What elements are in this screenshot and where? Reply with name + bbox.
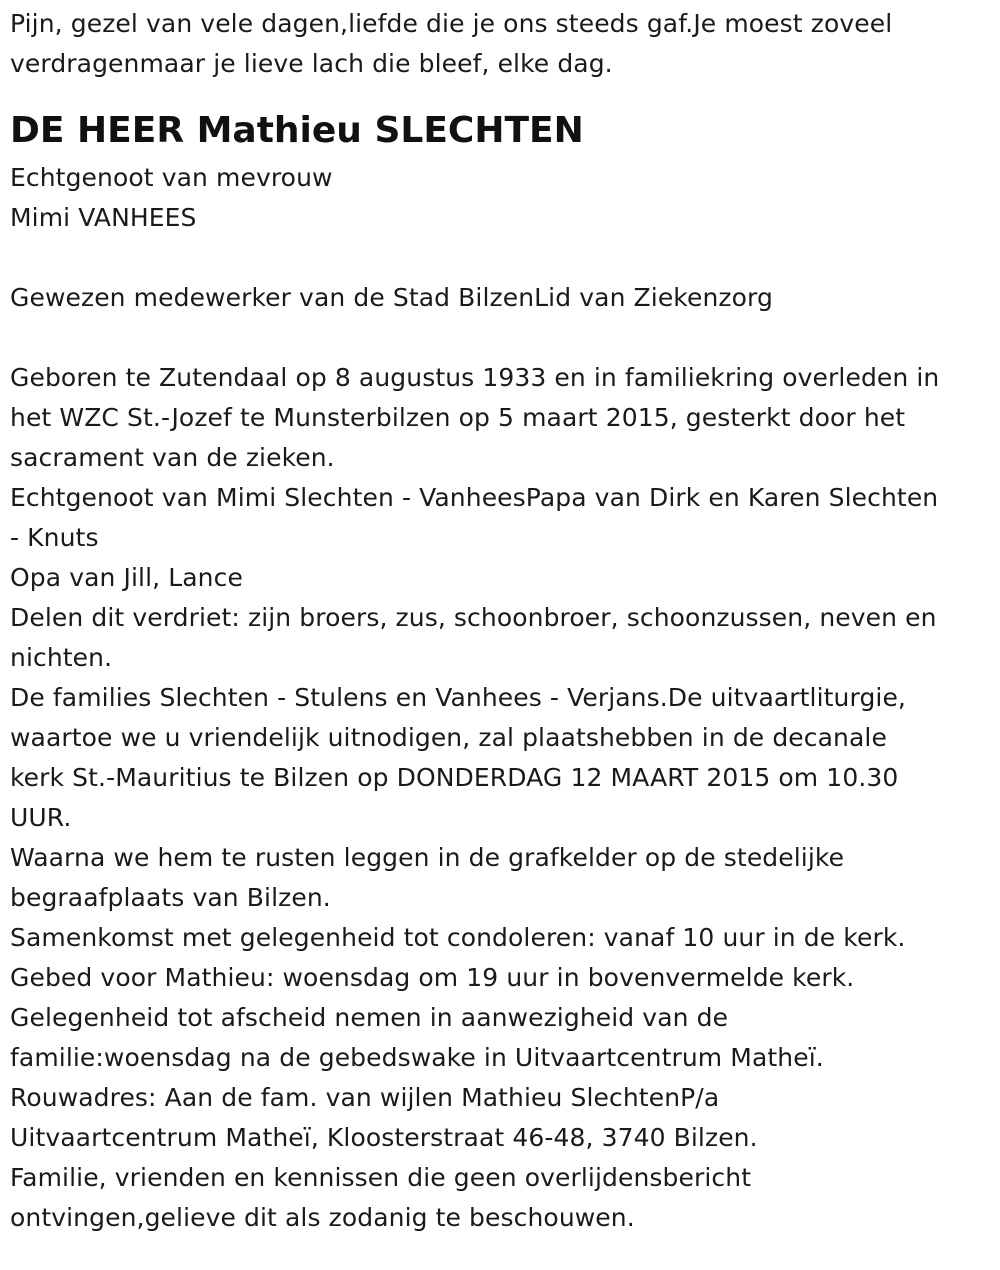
body-line: - Knuts [10, 523, 99, 552]
occupation-line: Gewezen medewerker van de Stad BilzenLid van Ziekenzorg [10, 283, 773, 312]
obituary-body [10, 358, 990, 1238]
body-line: De families Slechten - Stulens en Vanhees - Verjans.De uitvaartliturgie, [10, 683, 906, 712]
body-line: het WZC St.-Jozef te Munsterbilzen op 5 maart 2015, gesterkt door het [10, 403, 906, 432]
spacer [10, 318, 990, 358]
deceased-name: DE HEER Mathieu SLECHTEN [10, 110, 584, 151]
body-line: Familie, vrienden en kennissen die geen overlijdensbericht [10, 1163, 752, 1192]
body-line: Delen dit verdriet: zijn broers, zus, schoonbroer, schoonzussen, neven en [10, 603, 937, 632]
body-line: kerk St.-Mauritius te Bilzen op DONDERDAG 12 MAART 2015 om 10.30 [10, 763, 899, 792]
spacer [10, 238, 990, 278]
body-line: Geboren te Zutendaal op 8 augustus 1933 en in familiekring overleden in [10, 363, 940, 392]
body-line: Echtgenoot van Mimi Slechten - VanheesPapa van Dirk en Karen Slechten [10, 483, 939, 512]
body-line: Uitvaartcentrum Matheï, Kloosterstraat 46-48, 3740 Bilzen. [10, 1123, 758, 1152]
spouse-info [10, 158, 990, 238]
spouse-line: Echtgenoot van mevrouw [10, 163, 333, 192]
spouse-line: Mimi VANHEES [10, 203, 197, 232]
body-line: UUR. [10, 803, 72, 832]
body-line: waartoe we u vriendelijk uitnodigen, zal plaatshebben in de decanale [10, 723, 887, 752]
motto-line: verdragenmaar je lieve lach die bleef, elke dag. [10, 49, 613, 78]
body-line: familie:woensdag na de gebedswake in Uitvaartcentrum Matheï. [10, 1043, 824, 1072]
motto-line: Pijn, gezel van vele dagen,liefde die je ons steeds gaf.Je moest zoveel [10, 9, 893, 38]
body-line: Waarna we hem te rusten leggen in de grafkelder op de stedelijke [10, 843, 845, 872]
body-line: ontvingen,gelieve dit als zodanig te beschouwen. [10, 1203, 635, 1232]
body-line: begraafplaats van Bilzen. [10, 883, 331, 912]
body-line: Opa van Jill, Lance [10, 563, 243, 592]
body-line: Rouwadres: Aan de fam. van wijlen Mathieu SlechtenP/a [10, 1083, 720, 1112]
body-line: sacrament van de zieken. [10, 443, 335, 472]
body-line: Samenkomst met gelegenheid tot condoleren: vanaf 10 uur in de kerk. [10, 923, 906, 952]
motto-verse [10, 4, 990, 84]
body-line: Gelegenheid tot afscheid nemen in aanwezigheid van de [10, 1003, 729, 1032]
body-line: Gebed voor Mathieu: woensdag om 19 uur in bovenvermelde kerk. [10, 963, 855, 992]
body-line: nichten. [10, 643, 113, 672]
